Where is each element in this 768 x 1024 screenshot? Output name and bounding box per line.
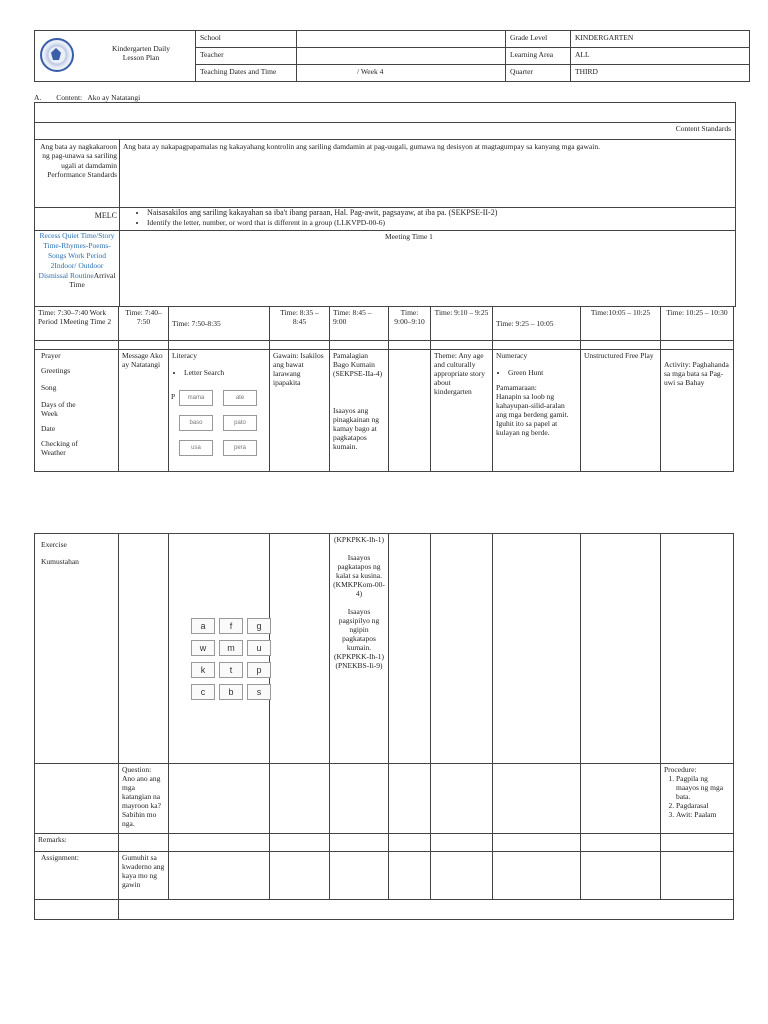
story-cell: Theme: Any age and culturally appropriate story about kindergarten — [431, 350, 493, 472]
word-tile: mama — [179, 390, 213, 406]
melc-row — [34, 207, 736, 231]
letter-tile: c — [191, 684, 215, 700]
literacy-p: P — [171, 392, 176, 401]
time-10: Time: 10:25 – 10:30 — [661, 307, 734, 341]
pamamaraan-label: Pamamaraan: — [496, 383, 537, 392]
grade-label: Grade Level — [506, 31, 571, 48]
letter-tile: u — [247, 640, 271, 656]
time-8: Time: 9:25 – 10:05 — [493, 307, 581, 341]
schedule-table-2 — [34, 533, 734, 920]
activity-row — [35, 350, 734, 472]
content-standards-row — [34, 121, 736, 140]
blank-last-row — [35, 900, 734, 920]
dismissal-activity-cell: Activity: Paghahanda sa mga bata sa Pag-uwi sa Bahay — [661, 350, 734, 472]
pamamaraan-text: Hanapin sa loob ng kahayupan-silid-aralan ang mga berdeng gamit. Iguhit ito sa papel at kulayan ng berde. — [496, 392, 569, 437]
procedure-item-1: 1. Pagpila ng maayos ng mga bata. — [676, 774, 730, 801]
schedule-table-1 — [34, 306, 734, 472]
time-9: Time:10:05 – 10:25 — [581, 307, 661, 341]
letter-grid-cell — [169, 534, 270, 764]
letter-tile: k — [191, 662, 215, 678]
area-value: ALL — [571, 48, 750, 65]
time-2: Time: 7:40–7:50 — [119, 307, 169, 341]
time-3: Time: 7:50-8:35 — [169, 307, 270, 341]
routine-divider — [119, 230, 120, 306]
content-line: A. Content: Ako ay Natatangi — [34, 93, 141, 102]
routine-row — [34, 230, 736, 307]
literacy-title: Literacy — [172, 351, 197, 360]
blank-row — [34, 102, 736, 123]
time-4: Time: 8:35 – 8:45 — [270, 307, 330, 341]
routine-text — [37, 231, 117, 290]
grade-value: KINDERGARTEN — [571, 31, 750, 48]
kumustahan-item: Kumustahan — [41, 557, 79, 566]
routine-item-days: Days of the Week — [41, 400, 76, 418]
letter-tile: g — [247, 618, 271, 634]
assignment-row — [35, 852, 734, 900]
time-row — [35, 307, 734, 341]
question-cell: Question: Ano ano ang mga katangian na mayroon ka? Sabihin mo nga. — [119, 764, 169, 834]
routine-item-greetings: Greetings — [41, 366, 71, 375]
title-line2: Lesson Plan — [122, 53, 160, 63]
letter-tile: m — [219, 640, 243, 656]
time-6: Time: 9:00–9:10 — [389, 307, 431, 341]
spacer-row — [35, 341, 734, 350]
quarter-value: THIRD — [571, 65, 750, 82]
message-cell: Message Ako ay Natatangi — [119, 350, 169, 472]
exercise-cell — [35, 534, 119, 764]
word-tile: pera — [223, 440, 257, 456]
melc-list — [135, 208, 727, 227]
teacher-value — [297, 48, 506, 65]
routine-item-song: Song — [41, 383, 57, 392]
page2-row1 — [35, 534, 734, 764]
meeting-time-1: Meeting Time 1 — [385, 232, 433, 241]
time-5: Time: 8:45 – 9:00 — [330, 307, 389, 341]
gawain-cell: Gawain: Isakilos ang bawat larawang ipapakita — [270, 350, 330, 472]
word-tile: ate — [223, 390, 257, 406]
letter-tile: f — [219, 618, 243, 634]
header-table — [34, 30, 750, 82]
quarter-label: Quarter — [506, 65, 571, 82]
teacher-label: Teacher — [196, 48, 297, 65]
routine-item-date: Date — [41, 424, 56, 433]
routine-arrival: Arrival Time — [69, 270, 116, 290]
assignment-label: Assignment: — [35, 852, 119, 900]
melc-item-2: • Identify the letter, number, or word that is different in a group (LLKVPD-00-6) — [147, 218, 727, 227]
routine-item-weather: Checking of Weather — [41, 439, 78, 457]
free-play-cell: Unstructured Free Play — [581, 350, 661, 472]
letter-tile: p — [247, 662, 271, 678]
green-hunt-item: • Green Hunt — [508, 368, 577, 377]
routine-blue: Recess Quiet Time/Story Time-Rhymes-Poems-Songs Work Period 2Indoor/ Outdoor Dismissal Routine — [38, 231, 115, 280]
letter-tile: w — [191, 640, 215, 656]
letter-tile: b — [219, 684, 243, 700]
letter-tile: a — [191, 618, 215, 634]
performance-row — [34, 139, 736, 208]
title-line1: Kindergarten Daily — [112, 44, 170, 53]
literacy-cell — [169, 350, 270, 472]
logo-cell — [35, 31, 196, 82]
pamalagian-title: Pamalagian Bago Kumain (SEKPSE-IIa-4) — [333, 351, 383, 378]
perf-divider — [119, 139, 120, 207]
word-tiles — [175, 386, 255, 470]
melc-item-1: • Naisasakilos ang sariling kakayahan sa iba't ibang paraan, Hal. Pag-awit, pagsayaw, at iba pa. (SEKPSE-II-2) — [147, 208, 727, 218]
letter-tile: s — [247, 684, 271, 700]
word-tile: pato — [223, 415, 257, 431]
page2-row2 — [35, 764, 734, 834]
kalinisan-cell: (KPKPKK-Ih-1) Isaayos pagkatapos ng kalat sa kusina. (KMKPKom-00-4) Isaayos pagsipilyo ng ngipin pagkatapos kumain. (KPKPKK-Ih-1) (PNEKBS-Ii-9) — [330, 534, 389, 764]
pamalagian-cell — [330, 350, 389, 472]
content-standards-label: Content Standards — [675, 124, 731, 133]
numeracy-title: Numeracy — [496, 351, 528, 360]
word-tile: usa — [179, 440, 213, 456]
school-label: School — [196, 31, 297, 48]
melc-divider — [119, 207, 120, 230]
time-1: Time: 7:30–7:40 Work Period 1Meeting Time 2 — [35, 307, 119, 341]
routine-item-prayer: Prayer — [41, 351, 61, 360]
pamalagian-text: Isaayos ang pinagkainan ng kamay bago at pagkatapos kumain. — [333, 406, 380, 451]
procedure-cell — [661, 764, 734, 834]
letter-search-item: • Letter Search — [184, 368, 266, 377]
performance-standards-text: Ang bata ay nakapagpapamalas ng kakayahang kontrolin ang sariling damdamin at pag-uugali, gumawa ng desisyon at magtagumpay sa kanyang mga gawain. — [123, 142, 600, 151]
remarks-label: Remarks: — [35, 834, 119, 852]
melc-label: MELC — [94, 211, 117, 220]
area-label: Learning Area — [506, 48, 571, 65]
procedure-item-2: 2. Pagdarasal — [676, 801, 730, 810]
dates-label: Teaching Dates and Time — [196, 65, 297, 82]
dates-value: / Week 4 — [297, 65, 506, 82]
performance-standards-label: Ang bata ay nagkakaroon ng pag-unawa sa sariling ugali at damdamin Performance Standards — [40, 142, 117, 180]
letter-grid — [191, 618, 269, 700]
letter-tile: t — [219, 662, 243, 678]
word-tile: baso — [179, 415, 213, 431]
procedure-label: Procedure: — [664, 765, 697, 774]
assignment-text: Gumuhit sa kwaderno ang kaya mo ng gawin — [119, 852, 169, 900]
numeracy-cell — [493, 350, 581, 472]
remarks-row — [35, 834, 734, 852]
routine-cell — [35, 350, 119, 472]
exercise-item: Exercise — [41, 540, 67, 549]
empty-cell — [389, 350, 431, 472]
procedure-item-3: 3. Awit: Paalam — [676, 810, 730, 819]
school-value — [297, 31, 506, 48]
time-7: Time: 9:10 – 9:25 — [431, 307, 493, 341]
